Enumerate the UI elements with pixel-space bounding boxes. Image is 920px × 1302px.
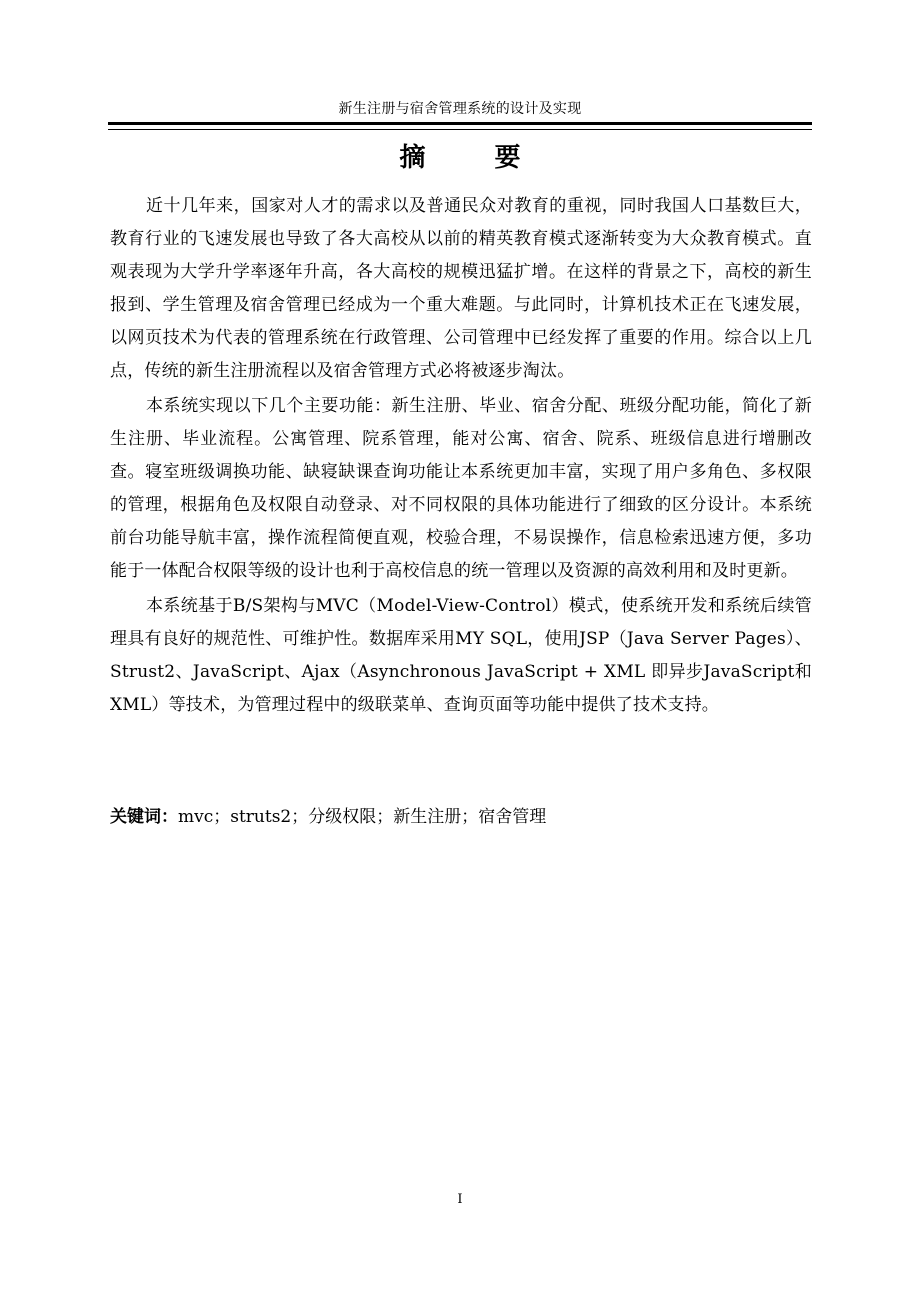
keywords-value: mvc；struts2；分级权限；新生注册；宿舍管理 (178, 807, 547, 827)
abstract-title: 摘 要 (399, 143, 551, 173)
page-number: I (457, 1192, 463, 1207)
abstract-paragraph-1: 近十几年来，国家对人才的需求以及普通民众对教育的重视，同时我国人口基数巨大，教育行业的飞速发展也导致了各大高校从以前的精英教育模式逐渐转变为大众教育模式。直观表现为大学升学率逐年升高，各大高校的规模迅猛扩增。在这样的背景之下，高校的新生报到、学生管理及宿舍管理已经成为一个重大难题。与此同时，计算机技术正在飞速发展，以网页技术为代表的管理系统在行政管理、公司管理中已经发挥了重要的作用。综合以上几点，传统的新生注册流程以及宿舍管理方式必将被逐步淘汰。 (110, 196, 812, 381)
running-header: 新生注册与宿舍管理系统的设计及实现 (338, 101, 582, 117)
keywords-label: 关键词： (110, 807, 178, 827)
abstract-body (110, 190, 812, 724)
keywords-line (110, 802, 812, 832)
header-double-rule (108, 122, 812, 130)
abstract-paragraph-2: 本系统实现以下几个主要功能：新生注册、毕业、宿舍分配、班级分配功能，简化了新生注册、毕业流程。公寓管理、院系管理，能对公寓、宿舍、院系、班级信息进行增删改查。寝室班级调换功能、缺寝缺课查询功能让本系统更加丰富，实现了用户多角色、多权限的管理，根据角色及权限自动登录、对不同权限的具体功能进行了细致的区分设计。本系统前台功能导航丰富，操作流程简便直观，校验合理，不易误操作，信息检索迅速方便，多功能于一体配合权限等级的设计也利于高校信息的统一管理以及资源的高效利用和及时更新。 (110, 396, 812, 581)
abstract-paragraph-3: 本系统基于B/S架构与MVC（Model-View-Control）模式，使系统开发和系统后续管理具有良好的规范性、可维护性。数据库采用MY SQL，使用JSP（Java Server Pages）、Strust2、JavaScript、Ajax（Asynchronous JavaScript + XML 即异步JavaScript和XML）等技术，为管理过程中的级联菜单、查询页面等功能中提供了技术支持。 (110, 596, 812, 715)
